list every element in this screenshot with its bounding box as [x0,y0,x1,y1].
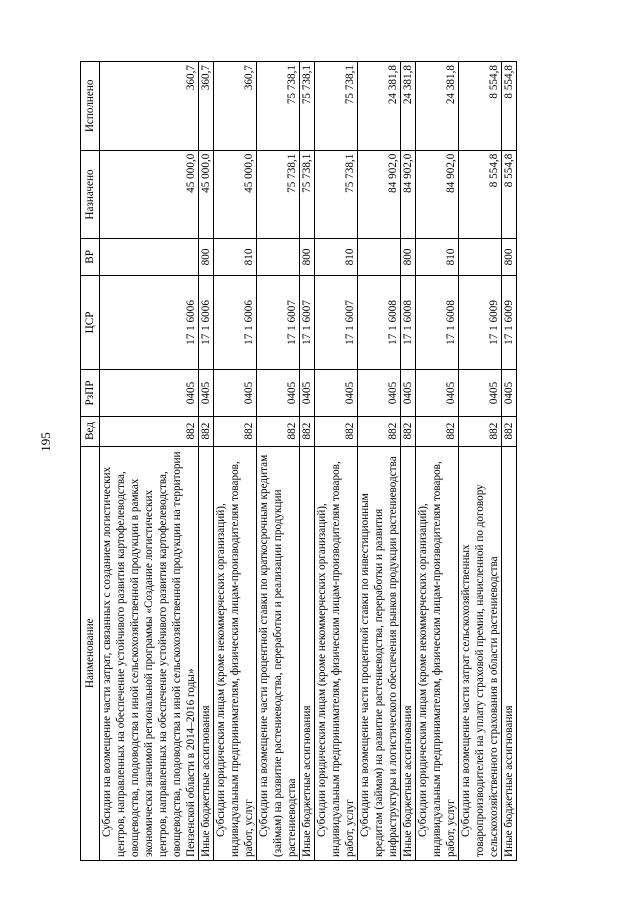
row-assigned: 75 738,1 [257,150,300,239]
table-row [100,62,199,861]
row-rzpr: 0405 [459,370,502,416]
row-csr: 17 1 6006 [199,275,214,370]
row-name: Субсидии юридическим лицам (кроме некоммерческих организаций), индивидуальным предпринимателям, физическим лицам-производителям товаров, работ, услуг [416,446,459,860]
row-ved: 882 [257,416,300,446]
row-vr [358,239,401,275]
header-csr: ЦСР [81,275,100,370]
header-name: Наименование [81,446,100,860]
row-vr: 810 [315,239,358,275]
row-name: Иные бюджетные ассигнования [502,446,517,860]
table-row [315,62,358,861]
row-executed: 75 738,1 [300,62,315,151]
row-vr [100,239,199,275]
row-executed: 24 381,8 [358,62,401,151]
row-vr [459,239,502,275]
row-csr: 17 1 6009 [502,275,517,370]
row-csr: 17 1 6006 [214,275,257,370]
row-executed: 360,7 [100,62,199,151]
row-executed: 8 554,8 [459,62,502,151]
header-ved: Вед [81,416,100,446]
row-ved: 882 [416,416,459,446]
row-ved: 882 [459,416,502,446]
row-executed: 360,7 [199,62,214,151]
row-ved: 882 [214,416,257,446]
row-vr: 800 [502,239,517,275]
row-rzpr: 0405 [502,370,517,416]
budget-table [80,61,517,861]
row-name: Субсидии юридическим лицам (кроме некоммерческих организаций), индивидуальным предпринимателям, физическим лицам-производителям товаров, работ, услуг [214,446,257,860]
row-assigned: 75 738,1 [315,150,358,239]
row-name: Субсидии на возмещение части процентной ставки по краткосрочным кредитам (займам) на развитие растениеводства, переработки и реализации продукции растениеводства [257,446,300,860]
row-executed: 24 381,8 [401,62,416,151]
row-ved: 882 [502,416,517,446]
rotated-table-container [80,61,565,861]
row-assigned: 84 902,0 [358,150,401,239]
row-rzpr: 0405 [300,370,315,416]
table-row [358,62,401,861]
row-csr: 17 1 6009 [459,275,502,370]
row-executed: 360,7 [214,62,257,151]
row-csr: 17 1 6008 [401,275,416,370]
header-executed: Исполнено [81,62,100,151]
row-rzpr: 0405 [257,370,300,416]
row-vr [257,239,300,275]
row-assigned: 45 000,0 [100,150,199,239]
row-assigned: 8 554,8 [459,150,502,239]
row-rzpr: 0405 [100,370,199,416]
row-rzpr: 0405 [358,370,401,416]
row-ved: 882 [358,416,401,446]
row-name: Иные бюджетные ассигнования [401,446,416,860]
row-name: Иные бюджетные ассигнования [300,446,315,860]
row-vr: 800 [401,239,416,275]
table-row [459,62,502,861]
table-row [416,62,459,861]
row-assigned: 84 902,0 [401,150,416,239]
row-assigned: 84 902,0 [416,150,459,239]
row-ved: 882 [300,416,315,446]
header-vr: ВР [81,239,100,275]
row-csr: 17 1 6007 [257,275,300,370]
page-number: 195 [38,432,53,452]
row-ved: 882 [315,416,358,446]
row-ved: 882 [199,416,214,446]
row-rzpr: 0405 [401,370,416,416]
row-ved: 882 [100,416,199,446]
row-executed: 75 738,1 [315,62,358,151]
row-vr: 810 [214,239,257,275]
row-rzpr: 0405 [416,370,459,416]
row-vr: 800 [199,239,214,275]
row-csr: 17 1 6007 [315,275,358,370]
row-rzpr: 0405 [214,370,257,416]
row-executed: 75 738,1 [257,62,300,151]
row-assigned: 8 554,8 [502,150,517,239]
table-row [401,62,416,861]
row-name: Субсидии на возмещение части затрат сельскохозяйственных товаропроизводителей на уплату страховой премии, начисленной по договору сельскохозяйственного страхования в области растениеводства [459,446,502,860]
row-csr: 17 1 6007 [300,275,315,370]
row-vr: 800 [300,239,315,275]
row-name: Субсидии на возмещение части затрат, связанных с созданием логистических центров, направленных на обеспечение устойчивого развития картофелеводства, овощеводства, плодоводства и иной сельскохозяйственной продукции в рамках экономически значимой региональной программы «Создание логистических центров, направленных на обеспечение устойчивого развития картофелеводства, овощеводства, плодоводства и иной сельскохозяйственной продукции на территории Пензенской области в 2014–2016 годы» [100,446,199,860]
row-rzpr: 0405 [315,370,358,416]
header-rzpr: РзПР [81,370,100,416]
header-row [81,62,100,861]
row-assigned: 45 000,0 [214,150,257,239]
row-rzpr: 0405 [199,370,214,416]
row-executed: 24 381,8 [416,62,459,151]
table-row [199,62,214,861]
header-assigned: Назначено [81,150,100,239]
row-csr: 17 1 6008 [416,275,459,370]
row-name: Субсидии на возмещение части процентной ставки по инвестиционным кредитам (займам) на развитие растениеводства, переработки и развития инфраструктуры и логистического обеспечения рынков продукции растениеводства [358,446,401,860]
table-row [257,62,300,861]
row-csr: 17 1 6006 [100,275,199,370]
row-vr: 810 [416,239,459,275]
row-executed: 8 554,8 [502,62,517,151]
row-assigned: 45 000,0 [199,150,214,239]
table-row [502,62,517,861]
row-csr: 17 1 6008 [358,275,401,370]
row-assigned: 75 738,1 [300,150,315,239]
row-name: Субсидии юридическим лицам (кроме некоммерческих организаций), индивидуальным предпринимателям, физическим лицам-производителям товаров, работ, услуг [315,446,358,860]
row-name: Иные бюджетные ассигнования [199,446,214,860]
table-row [214,62,257,861]
table-row [300,62,315,861]
row-ved: 882 [401,416,416,446]
